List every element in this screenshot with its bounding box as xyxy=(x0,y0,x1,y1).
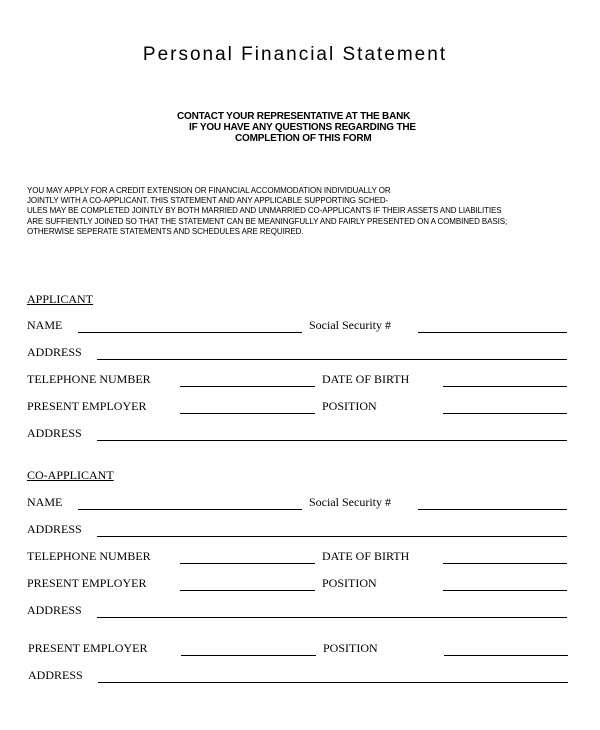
applicant-address-field[interactable] xyxy=(97,359,567,360)
applicant-ssn-field[interactable] xyxy=(418,332,567,333)
notice-paragraph xyxy=(27,186,507,237)
coapplicant-employer-address-label: ADDRESS xyxy=(27,603,82,617)
notice-line: JOINTLY WITH A CO-APPLICANT. THIS STATEMENT AND ANY APPLICABLE SUPPORTING SCHED- xyxy=(27,196,389,206)
notice-line: ARE SUFFIENTLY JOINED SO THAT THE STATEMENT CAN BE MEANINGFULLY AND FAIRLY PRESENTED ON A COMBINED BASIS; xyxy=(27,216,508,226)
coapplicant-name-field[interactable] xyxy=(78,509,302,510)
applicant-employer-field[interactable] xyxy=(180,413,315,414)
coapplicant-employer-label: PRESENT EMPLOYER xyxy=(27,576,147,590)
applicant-position-label: POSITION xyxy=(322,399,377,413)
extra-address-field[interactable] xyxy=(98,682,568,683)
extra-position-field[interactable] xyxy=(444,655,568,656)
coapplicant-dob-label: DATE OF BIRTH xyxy=(322,549,410,563)
extra-employer-label: PRESENT EMPLOYER xyxy=(28,641,148,655)
coapplicant-phone-label: TELEPHONE NUMBER xyxy=(27,549,151,563)
applicant-dob-label: DATE OF BIRTH xyxy=(322,372,410,386)
contact-line-3: COMPLETION OF THIS FORM xyxy=(235,133,372,144)
coapplicant-phone-field[interactable] xyxy=(180,563,315,564)
coapplicant-position-label: POSITION xyxy=(322,576,377,590)
applicant-phone-label: TELEPHONE NUMBER xyxy=(27,372,151,386)
extra-employer-field[interactable] xyxy=(181,655,316,656)
notice-line: YOU MAY APPLY FOR A CREDIT EXTENSION OR FINANCIAL ACCOMMODATION INDIVIDUALLY OR xyxy=(27,186,391,195)
coapplicant-name-label: NAME xyxy=(27,495,63,509)
applicant-employer-address-field[interactable] xyxy=(97,440,567,441)
applicant-phone-field[interactable] xyxy=(180,386,315,387)
coapplicant-address-field[interactable] xyxy=(97,536,567,537)
contact-line-2: IF YOU HAVE ANY QUESTIONS REGARDING THE xyxy=(189,122,416,133)
applicant-address-label: ADDRESS xyxy=(27,345,82,359)
notice-line: ULES MAY BE COMPLETED JOINTLY BY BOTH MARRIED AND UNMARRIED CO-APPLICANTS IF THEIR ASSETS AND LIABILITIES xyxy=(27,206,502,216)
extra-address-label: ADDRESS xyxy=(28,668,83,682)
coapplicant-ssn-field[interactable] xyxy=(418,509,567,510)
coapplicant-address-label: ADDRESS xyxy=(27,522,82,536)
extra-position-label: POSITION xyxy=(323,641,378,655)
coapplicant-position-field[interactable] xyxy=(443,590,567,591)
contact-line-1: CONTACT YOUR REPRESENTATIVE AT THE BANK xyxy=(177,111,411,122)
applicant-name-field[interactable] xyxy=(78,332,302,333)
applicant-employer-address-label: ADDRESS xyxy=(27,426,82,440)
coapplicant-employer-address-field[interactable] xyxy=(97,617,567,618)
applicant-name-label: NAME xyxy=(27,318,63,332)
applicant-dob-field[interactable] xyxy=(443,386,567,387)
coapplicant-ssn-label: Social Security # xyxy=(309,495,391,509)
applicant-heading: APPLICANT xyxy=(27,292,94,306)
applicant-ssn-label: Social Security # xyxy=(309,318,391,332)
applicant-position-field[interactable] xyxy=(443,413,567,414)
page-title: Personal Financial Statement xyxy=(142,44,448,65)
notice-line: OTHERWISE SEPERATE STATEMENTS AND SCHEDULES ARE REQUIRED. xyxy=(27,226,304,236)
coapplicant-dob-field[interactable] xyxy=(443,563,567,564)
applicant-employer-label: PRESENT EMPLOYER xyxy=(27,399,147,413)
coapplicant-heading: CO-APPLICANT xyxy=(27,468,114,482)
coapplicant-employer-field[interactable] xyxy=(180,590,315,591)
